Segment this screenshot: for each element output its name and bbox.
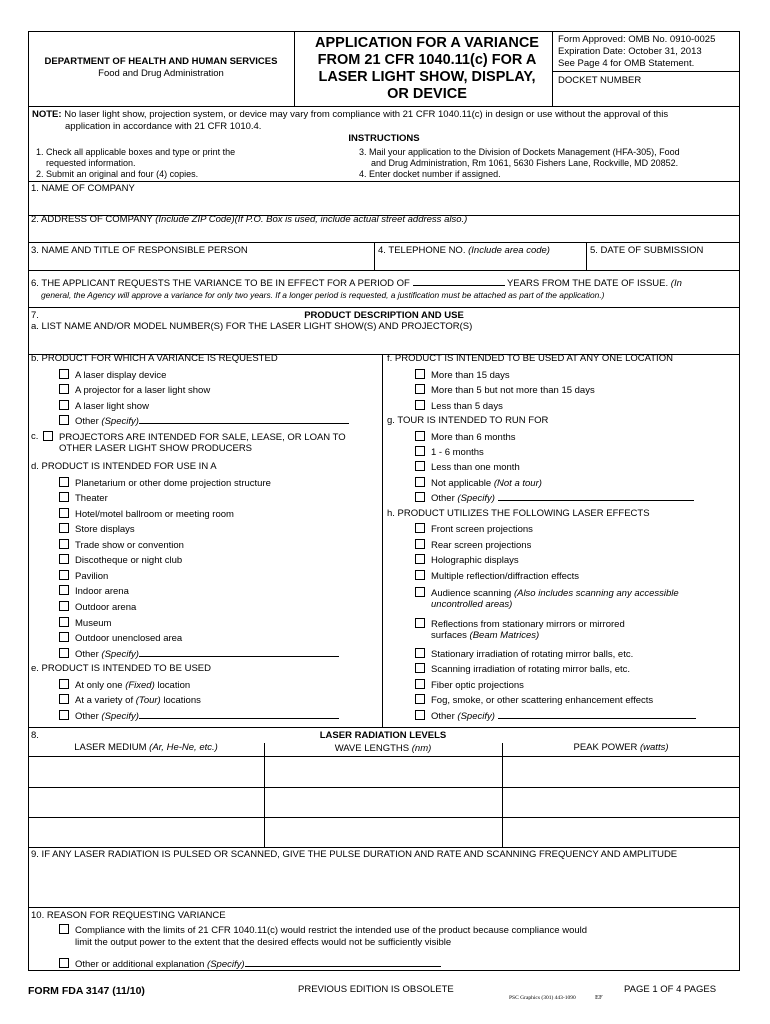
option-stationary-mirror-balls[interactable]: [415, 648, 633, 660]
other-label: Other: [75, 711, 99, 722]
checkbox[interactable]: [59, 384, 69, 394]
option-audience-scanning[interactable]: [415, 587, 679, 599]
option-trade-show[interactable]: [59, 539, 184, 551]
docket-number-label: DOCKET NUMBER: [558, 75, 642, 86]
section-7c-label: c.: [31, 431, 39, 442]
note-line-1: [32, 109, 668, 120]
submission-date-label: 5. DATE OF SUBMISSION: [590, 245, 704, 256]
instructions-heading: INSTRUCTIONS: [348, 133, 420, 144]
section-7g-label: g. TOUR IS INTENDED TO RUN FOR: [387, 415, 549, 426]
instruction-2: 2. Submit an original and four (4) copies.: [36, 169, 199, 179]
variance-period-text-b: YEARS FROM THE DATE OF ISSUE.: [506, 278, 669, 289]
option-laser-display-device[interactable]: [59, 369, 166, 381]
page-number: PAGE 1 OF 4 PAGES: [624, 984, 717, 995]
option-label: Rear screen projections: [431, 540, 532, 551]
checkbox[interactable]: [59, 585, 69, 595]
checkbox[interactable]: [59, 632, 69, 642]
checkbox[interactable]: [415, 554, 425, 564]
option-note: (Tour): [135, 695, 161, 706]
d-other-specify-input[interactable]: [139, 648, 339, 657]
option-scanning-mirror-balls[interactable]: [415, 663, 630, 675]
variance-period-text-c: (In: [670, 278, 682, 289]
section-8-heading: LASER RADIATION LEVELS: [319, 730, 447, 741]
note-line-2: application in accordance with 21 CFR 1010.4.: [65, 121, 262, 132]
title-line-3: LASER LIGHT SHOW, DISPLAY,: [318, 69, 536, 85]
laser-medium-cell[interactable]: [29, 788, 264, 817]
option-label: Compliance with the limits of 21 CFR 1040.11(c) would restrict the intended use of the product because compliance would: [75, 925, 588, 936]
reflections-note: (Beam Matrices): [469, 630, 540, 641]
wavelength-cell[interactable]: [265, 757, 502, 787]
option-b-other[interactable]: [59, 415, 349, 427]
option-fog-smoke[interactable]: [415, 694, 653, 706]
option-label: Pavilion: [75, 571, 109, 582]
option-h-other[interactable]: [415, 710, 696, 722]
checkbox[interactable]: [59, 617, 69, 627]
checkbox[interactable]: [415, 461, 425, 471]
option-label: Trade show or convention: [75, 540, 184, 551]
checkbox[interactable]: [415, 694, 425, 704]
omb-statement-ref: See Page 4 for OMB Statement.: [558, 58, 695, 69]
option-label: At a variety of: [75, 695, 134, 706]
section-7f-label: f. PRODUCT IS INTENDED TO BE USED AT ANY ONE LOCATION: [387, 353, 673, 364]
other-label: Other: [431, 493, 455, 504]
form-page: [28, 31, 740, 1001]
checkbox[interactable]: [415, 431, 425, 441]
option-label: Store displays: [75, 524, 135, 535]
option-label: Not applicable: [431, 478, 492, 489]
checkbox[interactable]: [415, 477, 425, 487]
checkbox[interactable]: [59, 924, 69, 934]
checkbox[interactable]: [415, 618, 425, 628]
company-name-label: 1. NAME OF COMPANY: [31, 183, 135, 194]
option-e-other[interactable]: [59, 710, 339, 722]
reflections-label-tail: surfaces: [431, 630, 467, 641]
checkbox[interactable]: [59, 508, 69, 518]
checkbox[interactable]: [59, 477, 69, 487]
option-label: More than 6 months: [431, 432, 516, 443]
form-number: FORM FDA 3147 (11/10): [28, 985, 145, 997]
other-label: Other: [75, 416, 99, 427]
checkbox[interactable]: [415, 400, 425, 410]
form-title: [300, 35, 554, 103]
psc-graphics-credit: PSC Graphics (301) 443-1090: [509, 995, 576, 1001]
checkbox[interactable]: [59, 523, 69, 533]
option-front-screen[interactable]: [415, 523, 533, 535]
checkbox[interactable]: [415, 587, 425, 597]
option-label: A laser display device: [75, 370, 167, 381]
specify-label: (Specify): [101, 711, 139, 722]
model-numbers-field[interactable]: [30, 333, 738, 353]
variance-period-text-a: 6. THE APPLICANT REQUESTS THE VARIANCE TO BE IN EFFECT FOR A PERIOD OF: [31, 278, 410, 289]
option-d-other[interactable]: [59, 648, 339, 660]
checkbox[interactable]: [415, 492, 425, 502]
option-multiple-reflection[interactable]: [415, 570, 579, 582]
option-label: A laser light show: [75, 401, 149, 412]
other-label: Other: [431, 711, 455, 722]
checkbox[interactable]: [415, 384, 425, 394]
option-projector[interactable]: [59, 384, 210, 396]
checkbox[interactable]: [415, 523, 425, 533]
option-more-6-months[interactable]: [415, 431, 516, 443]
option-label: Theater: [75, 493, 108, 504]
option-label: Scanning irradiation of rotating mirror balls, etc.: [431, 664, 631, 675]
option-hotel-ballroom[interactable]: [59, 508, 234, 520]
option-projectors-for-sale[interactable]: [43, 431, 346, 443]
option-label: Museum: [75, 618, 112, 629]
option-label: Fiber optic projections: [431, 680, 524, 691]
option-label: Discotheque or night club: [75, 555, 183, 566]
option-rear-screen[interactable]: [415, 539, 531, 551]
title-line-1: APPLICATION FOR A VARIANCE: [315, 35, 539, 51]
option-discotheque[interactable]: [59, 554, 182, 566]
col-note: (nm): [411, 743, 432, 754]
section-8-number: 8.: [31, 730, 39, 741]
instruction-3a: 3. Mail your application to the Division of Dockets Management (HFA-305), Food: [359, 147, 680, 157]
wavelength-cell[interactable]: [265, 788, 502, 817]
option-label: PROJECTORS ARE INTENDED FOR SALE, LEASE, OR LOAN TO: [59, 432, 346, 443]
checkbox[interactable]: [59, 554, 69, 564]
ef-mark: EF: [595, 994, 603, 1001]
instruction-4: 4. Enter docket number if assigned.: [359, 169, 501, 179]
option-label: Fog, smoke, or other scattering enhancement effects: [431, 695, 654, 706]
variance-period-note: general, the Agency will approve a variance for only two years. If a longer period is requested, a justification must be attached as part of the application.): [41, 290, 605, 300]
option-more-15-days[interactable]: [415, 369, 510, 381]
laser-medium-header: [28, 742, 264, 753]
checkbox[interactable]: [59, 601, 69, 611]
b-other-specify-input[interactable]: [139, 415, 349, 424]
checkbox[interactable]: [415, 369, 425, 379]
option-label-tail: location: [157, 680, 191, 691]
section-7b-label: b. PRODUCT FOR WHICH A VARIANCE IS REQUESTED: [31, 353, 278, 364]
specify-label: (Specify): [101, 416, 139, 427]
h-other-specify-input[interactable]: [498, 710, 696, 719]
checkbox[interactable]: [415, 570, 425, 580]
section-7c-line-2: OTHER LASER LIGHT SHOW PRODUCERS: [59, 443, 253, 454]
variance-years-input[interactable]: [413, 277, 505, 286]
option-g-other[interactable]: [415, 492, 694, 504]
option-less-1-month[interactable]: [415, 461, 520, 473]
option-outdoor-arena[interactable]: [59, 601, 136, 613]
option-label: Audience scanning: [431, 588, 512, 599]
checkbox[interactable]: [415, 679, 425, 689]
checkbox[interactable]: [59, 648, 69, 658]
specify-label: (Specify): [457, 711, 495, 722]
address-label-note: (Include ZIP Code)(If P.O. Box is used, include actual street address also.): [155, 214, 468, 225]
option-label-tail: locations: [163, 695, 201, 706]
option-note: (Fixed): [125, 680, 155, 691]
g-other-specify-input[interactable]: [498, 492, 694, 501]
wavelength-cell[interactable]: [265, 818, 502, 847]
checkbox[interactable]: [59, 400, 69, 410]
peak-power-cell[interactable]: [503, 757, 739, 787]
option-one-location[interactable]: [59, 679, 190, 691]
section-7e-label: e. PRODUCT IS INTENDED TO BE USED: [31, 663, 212, 674]
option-theater[interactable]: [59, 492, 108, 504]
omb-number: Form Approved: OMB No. 0910-0025: [558, 34, 716, 45]
previous-edition-notice: PREVIOUS EDITION IS OBSOLETE: [298, 984, 454, 995]
docket-number-field[interactable]: [554, 86, 738, 105]
section-9-label: 9. IF ANY LASER RADIATION IS PULSED OR SCANNED, GIVE THE PULSE DURATION AND RATE AND SCANNING FREQUENCY AND AMPLITUDE: [31, 849, 678, 860]
option-planetarium[interactable]: [59, 477, 271, 489]
option-label: At only one: [75, 680, 123, 691]
option-variety-locations[interactable]: [59, 694, 201, 706]
reflections-line-2: [431, 630, 539, 641]
option-label: More than 15 days: [431, 370, 510, 381]
option-holographic[interactable]: [415, 554, 519, 566]
instruction-1b: requested information.: [46, 158, 136, 168]
responsible-person-field[interactable]: [30, 257, 372, 269]
section-7h-label: h. PRODUCT UTILIZES THE FOLLOWING LASER EFFECTS: [387, 508, 650, 519]
option-label: Holographic displays: [431, 555, 519, 566]
checkbox[interactable]: [59, 492, 69, 502]
option-5-15-days[interactable]: [415, 384, 595, 396]
checkbox[interactable]: [59, 710, 69, 720]
option-fiber-optic[interactable]: [415, 679, 524, 691]
option-label: Outdoor arena: [75, 602, 137, 613]
option-museum[interactable]: [59, 617, 111, 629]
section-7-heading: PRODUCT DESCRIPTION AND USE: [304, 310, 464, 321]
note-label: NOTE:: [32, 109, 62, 120]
note-text-1: No laser light show, projection system, or device may vary from compliance with 21 CFR 1040.11(c) in design or use without the approval of this: [64, 109, 669, 120]
option-label: Reflections from stationary mirrors or mirrored: [431, 619, 625, 630]
expiration-date: Expiration Date: October 31, 2013: [558, 46, 702, 57]
option-less-5-days[interactable]: [415, 400, 503, 412]
option-label: 1 - 6 months: [431, 447, 484, 458]
address-label-text: 2. ADDRESS OF COMPANY: [31, 214, 153, 225]
option-stationary-reflections[interactable]: [415, 618, 625, 630]
checkbox[interactable]: [59, 694, 69, 704]
option-outdoor-unenclosed[interactable]: [59, 632, 182, 644]
other-explanation-input[interactable]: [245, 958, 441, 967]
responsible-person-label: 3. NAME AND TITLE OF RESPONSIBLE PERSON: [31, 245, 248, 256]
option-label: Less than one month: [431, 462, 520, 473]
specify-label: (Specify): [457, 493, 495, 504]
other-label: Other: [75, 649, 99, 660]
telephone-label: [378, 245, 550, 256]
title-line-2: FROM 21 CFR 1040.11(c) FOR A: [317, 52, 537, 68]
instruction-3b: and Drug Administration, Rm 1061, 5630 Fishers Lane, Rockville, MD 20852.: [371, 158, 679, 168]
peak-power-cell[interactable]: [503, 788, 739, 817]
company-address-label: [31, 214, 467, 225]
submission-date-field[interactable]: [588, 257, 738, 269]
option-not-applicable[interactable]: [415, 477, 542, 489]
audience-scanning-note-2: uncontrolled areas): [431, 599, 513, 610]
checkbox[interactable]: [59, 539, 69, 549]
telephone-label-text: 4. TELEPHONE NO.: [378, 245, 466, 256]
option-label: Indoor arena: [75, 586, 129, 597]
option-label: Planetarium or other dome projection structure: [75, 478, 271, 489]
telephone-field[interactable]: [376, 257, 584, 269]
checkbox[interactable]: [59, 958, 69, 968]
option-note: (Also includes scanning any accessible: [513, 588, 679, 599]
checkbox[interactable]: [415, 648, 425, 658]
col-label: WAVE LENGTHS: [334, 743, 410, 754]
section-7-number: 7.: [31, 310, 39, 321]
col-note: (watts): [640, 742, 669, 753]
option-other-explanation[interactable]: [59, 958, 441, 970]
option-label: Outdoor unenclosed area: [75, 633, 183, 644]
wavelengths-header: [264, 743, 502, 754]
checkbox[interactable]: [59, 570, 69, 580]
checkbox[interactable]: [415, 539, 425, 549]
title-line-4: OR DEVICE: [387, 86, 467, 102]
option-1-6-months[interactable]: [415, 446, 484, 458]
specify-label: (Specify): [207, 959, 245, 970]
option-label: Multiple reflection/diffraction effects: [431, 571, 580, 582]
option-label: More than 5 but not more than 15 days: [431, 385, 595, 396]
option-indoor-arena[interactable]: [59, 585, 129, 597]
agency-name: Food and Drug Administration: [98, 68, 224, 79]
col-label: PEAK POWER: [573, 742, 638, 753]
option-label: Hotel/motel ballroom or meeting room: [75, 509, 234, 520]
instruction-1a: 1. Check all applicable boxes and type or print the: [36, 147, 236, 157]
checkbox[interactable]: [59, 369, 69, 379]
checkbox[interactable]: [43, 431, 53, 441]
option-label: Other or additional explanation: [75, 959, 205, 970]
checkbox[interactable]: [59, 415, 69, 425]
checkbox[interactable]: [59, 679, 69, 689]
checkbox[interactable]: [415, 446, 425, 456]
laser-medium-cell[interactable]: [29, 818, 264, 847]
col-note: (Ar, He-Ne, etc.): [149, 742, 218, 753]
option-note: (Not a tour): [493, 478, 542, 489]
section-10-label: 10. REASON FOR REQUESTING VARIANCE: [31, 910, 226, 921]
option-label: Front screen projections: [431, 524, 533, 535]
department-name: DEPARTMENT OF HEALTH AND HUMAN SERVICES: [44, 56, 278, 67]
variance-period-line: [31, 277, 682, 289]
option-pavilion[interactable]: [59, 570, 108, 582]
option-label: A projector for a laser light show: [75, 385, 211, 396]
checkbox[interactable]: [415, 710, 425, 720]
telephone-label-note: (Include area code): [468, 245, 550, 256]
section-10-option-1-line-2: limit the output power to the extent that the desired effects would not be sufficiently visible: [75, 937, 452, 948]
peak-power-header: [502, 742, 740, 753]
option-laser-light-show[interactable]: [59, 400, 149, 412]
e-other-specify-input[interactable]: [139, 710, 339, 719]
checkbox[interactable]: [415, 663, 425, 673]
option-compliance-restricts[interactable]: [59, 924, 587, 936]
laser-medium-cell[interactable]: [29, 757, 264, 787]
specify-label: (Specify): [101, 649, 139, 660]
option-label: Less than 5 days: [431, 401, 503, 412]
section-7d-label: d. PRODUCT IS INTENDED FOR USE IN A: [31, 461, 217, 472]
peak-power-cell[interactable]: [503, 818, 739, 847]
section-7a-label: a. LIST NAME AND/OR MODEL NUMBER(S) FOR THE LASER LIGHT SHOW(S) AND PROJECTOR(S): [31, 321, 473, 332]
col-label: LASER MEDIUM: [74, 742, 147, 753]
option-store-displays[interactable]: [59, 523, 135, 535]
option-label: Stationary irradiation of rotating mirror balls, etc.: [431, 649, 634, 660]
